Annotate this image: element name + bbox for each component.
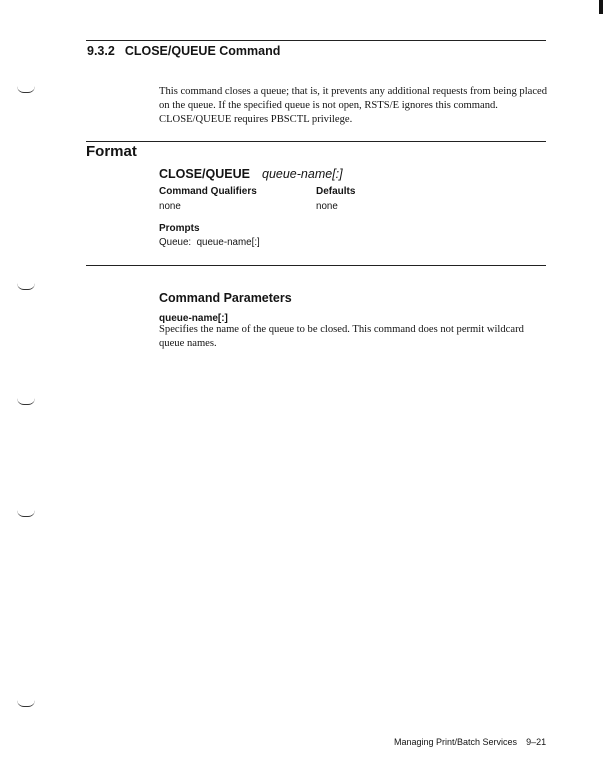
parameter-description: Specifies the name of the queue to be closed. This command does not permit wildcard queue names.: [159, 324, 524, 349]
section-number: 9.3.2: [87, 44, 115, 58]
footer-page-number: 9–21: [526, 737, 547, 747]
page-footer: [394, 737, 546, 747]
parameters-rule: [86, 265, 546, 266]
footer-chapter: Managing Print/Batch Services: [394, 737, 518, 747]
format-heading: Format: [86, 143, 137, 160]
parameters-heading: Command Parameters: [159, 291, 292, 305]
defaults-header: Defaults: [316, 186, 356, 197]
binder-mark: [17, 700, 35, 707]
command-line: [159, 165, 343, 183]
binder-mark: [17, 86, 35, 93]
corner-mark: [599, 0, 603, 14]
prompt-line: Queue: queue-name[:]: [159, 237, 260, 248]
binder-mark: [17, 398, 35, 405]
section-heading: [87, 44, 280, 58]
binder-mark: [17, 510, 35, 517]
command-parameter: queue-name[:]: [262, 167, 343, 181]
parameter-name: queue-name[:]: [159, 313, 228, 324]
prompts-header: Prompts: [159, 223, 200, 234]
command-name: CLOSE/QUEUE: [159, 167, 250, 181]
qualifiers-header: Command Qualifiers: [159, 186, 257, 197]
default-value: none: [316, 201, 338, 212]
section-title: CLOSE/QUEUE Command: [124, 44, 281, 58]
intro-paragraph: This command closes a queue; that is, it prevents any additional requests from being placed on the queue. If the specified queue is not open, RSTS/E ignores this command. CLOSE/QUEUE requires PBSCTL privilege.: [159, 86, 548, 125]
binder-mark: [17, 283, 35, 290]
top-rule: [86, 40, 546, 41]
format-rule: [86, 141, 546, 142]
qualifier-value: none: [159, 201, 181, 212]
